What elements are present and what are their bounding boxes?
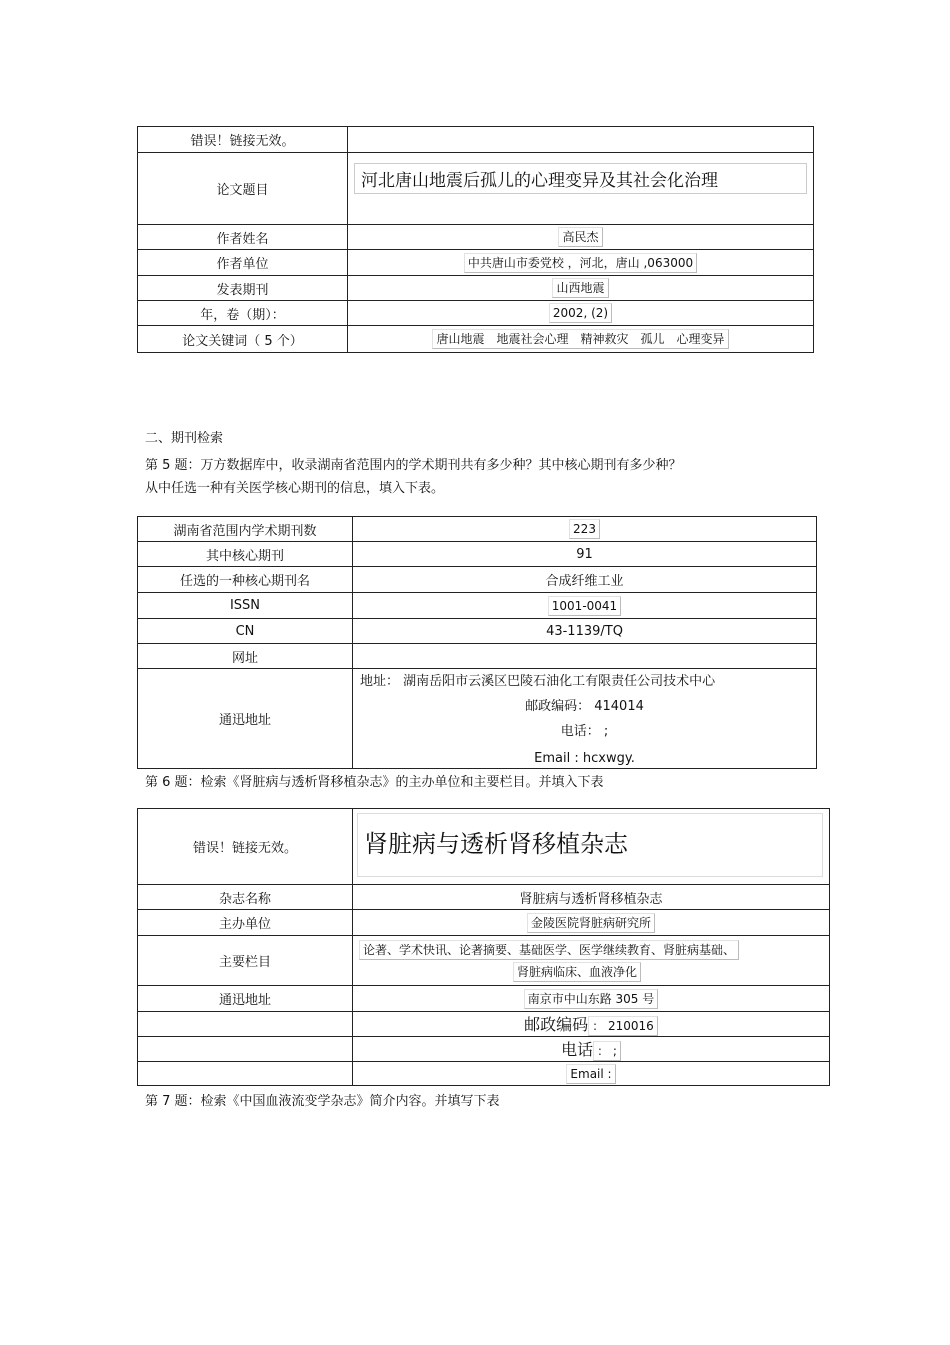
question-6: 第 6 题：检索《肾脏病与透析肾移植杂志》的主办单位和主要栏目。并填入下表 (145, 775, 604, 790)
main-columns-line1[interactable]: 论著、学术快讯、论著摘要、基础医学、医学继续教育、肾脏病基础、 (359, 940, 739, 960)
magazine-name-label: 杂志名称 (138, 885, 353, 910)
author-unit-label: 作者单位 (138, 250, 348, 276)
website-label: 网址 (138, 644, 353, 669)
broken-link-value (348, 127, 814, 153)
phone-line: 电话： ; (560, 724, 609, 739)
chosen-journal-value: 合成纤维工业 (353, 567, 817, 593)
empty-cell (138, 1012, 353, 1037)
paper-title-label: 论文题目 (138, 153, 348, 225)
broken-link-label[interactable]: 错误！链接无效。 (138, 127, 348, 153)
cn-label: CN (138, 619, 353, 644)
journal-count-value[interactable]: 223 (569, 519, 600, 539)
empty-cell (138, 1037, 353, 1062)
empty-cell (138, 1062, 353, 1086)
paper-info-table (137, 126, 814, 353)
postcode-label-2: 邮政编码 (524, 1015, 589, 1034)
section-heading: 二、期刊检索 (145, 431, 224, 446)
author-name-value[interactable]: 高民杰 (558, 227, 602, 247)
email-value-2[interactable]: Email : (566, 1064, 615, 1084)
cn-value: 43-1139/TQ (353, 619, 817, 644)
main-columns-label: 主要栏目 (138, 936, 353, 986)
journal-search-table (137, 516, 817, 769)
chosen-journal-label: 任选的一种核心期刊名 (138, 567, 353, 593)
question-5-line1: 第 5 题：万方数据库中，收录湖南省范围内的学术期刊共有多少种？其中核心期刊有多少种？ (145, 458, 682, 473)
email-line: Email : hcxwgy. (534, 751, 635, 766)
core-count-label: 其中核心期刊 (138, 542, 353, 567)
broken-link-label-2[interactable]: 错误！链接无效。 (138, 809, 353, 885)
address-label: 通迅地址 (138, 669, 353, 769)
author-unit-value[interactable]: 中共唐山市委党校 ，河北，唐山 ,063000 (464, 253, 697, 273)
year-volume-label: 年，卷（期）： (138, 301, 348, 326)
journal-label: 发表期刊 (138, 276, 348, 301)
core-count-value: 91 (353, 542, 817, 567)
issn-value[interactable]: 1001-0041 (548, 596, 621, 616)
journal-count-label: 湖南省范围内学术期刊数 (138, 517, 353, 542)
address-block (353, 669, 817, 769)
magazine-name-value: 肾脏病与透析肾移植杂志 (353, 885, 830, 910)
phone-value-2[interactable]: ： ; (593, 1041, 621, 1061)
journal-header-title: 肾脏病与透析肾移植杂志 (357, 813, 823, 877)
sponsor-label: 主办单位 (138, 910, 353, 936)
address-label-2: 通迅地址 (138, 986, 353, 1012)
website-value (353, 644, 817, 669)
question-5-line2: 从中任选一种有关医学核心期刊的信息，填入下表。 (145, 481, 445, 496)
main-columns-line2[interactable]: 肾脏病临床、血液净化 (513, 962, 641, 982)
postcode-line: 邮政编码： 414014 (525, 699, 644, 714)
keywords-label: 论文关键词（ 5 个） (138, 326, 348, 353)
address-value-2[interactable]: 南京市中山东路 305 号 (524, 989, 659, 1009)
paper-title-value[interactable]: 河北唐山地震后孤儿的心理变异及其社会化治理 (354, 163, 807, 194)
year-volume-value[interactable]: 2002, (2) (549, 303, 612, 323)
keywords-value[interactable]: 唐山地震 地震社会心理 精神救灾 孤儿 心理变异 (432, 329, 728, 349)
postcode-value-2[interactable]: ： 210016 (588, 1016, 658, 1036)
issn-label: ISSN (138, 593, 353, 619)
phone-label-2: 电话 (561, 1040, 594, 1059)
sponsor-value[interactable]: 金陵医院肾脏病研究所 (527, 913, 655, 933)
journal-value[interactable]: 山西地震 (552, 278, 608, 298)
author-name-label: 作者姓名 (138, 225, 348, 250)
question-7: 第 7 题：检索《中国血液流变学杂志》简介内容。并填写下表 (145, 1094, 500, 1109)
address-line: 地址： 湖南岳阳市云溪区巴陵石油化工有限责任公司技术中心 (360, 674, 716, 689)
kidney-journal-table (137, 808, 830, 1086)
